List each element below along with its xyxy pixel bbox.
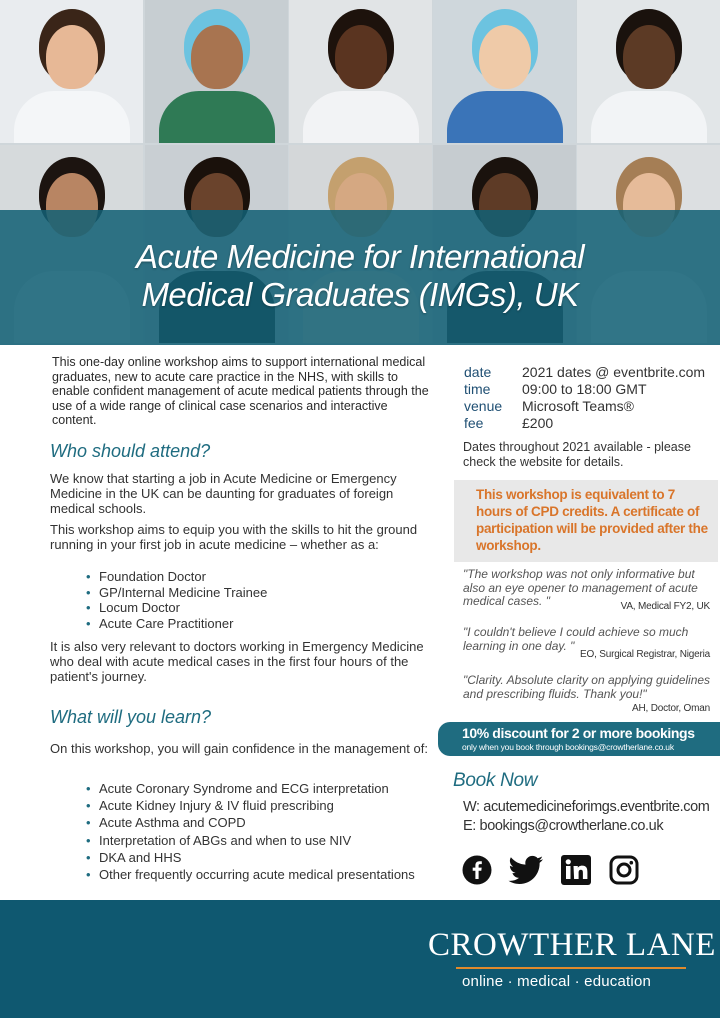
event-details [464,364,705,432]
portrait-photo [433,0,576,143]
fee-label: fee [464,415,484,431]
venue-value: Microsoft Teams® [522,398,634,414]
list-item: • Foundation Doctor [86,569,267,585]
testimonial-quote: "Clarity. Absolute clarity on applying guidelines and prescribing fluids. Thank you!" [463,673,711,701]
learn-para: On this workshop, you will gain confidence in the management of: [50,741,428,756]
dates-note: Dates throughout 2021 available - please check the website for details. [463,440,691,469]
list-item: • Acute Asthma and COPD [86,814,415,831]
portrait-photo [145,0,288,143]
learn-heading: What will you learn? [50,707,212,727]
linkedin-icon[interactable] [561,855,591,885]
page-title: Acute Medicine for International Medical Graduates (IMGs), UK [135,238,585,313]
booking-email-link[interactable]: E: bookings@crowtherlane.co.uk [463,818,664,834]
intro-text: This one-day online workshop aims to support international medical graduates, new to acute care practice in the NHS, with skills to enable confident management of acute medical patients through the use of a wide range of clinical case scenarios and interactive content. [52,355,429,427]
who-heading: Who should attend? [50,441,211,461]
hero-photo-grid [0,0,720,345]
testimonial-cite: VA, Medical FY2, UK [620,601,710,612]
list-item: • Locum Doctor [86,600,267,616]
testimonial [463,674,713,701]
testimonial-cite: EO, Surgical Registrar, Nigeria [580,649,710,660]
discount-headline: 10% discount for 2 or more bookings [462,725,695,741]
portrait-photo [289,0,432,143]
venue-label: venue [464,398,503,414]
topics-list [86,780,415,883]
who-para-2: This workshop aims to equip you with the skills to hit the ground running in your first job in acute medicine – whether as a: [50,522,418,552]
who-para-3: It is also very relevant to doctors working in Emergency Medicine who deal with acute medical cases in the first four hours of the patient's journey. [50,639,424,684]
list-item: • Acute Care Practitioner [86,616,267,632]
time-value: 09:00 to 18:00 GMT [522,381,647,397]
time-label: time [464,381,491,397]
who-para-1: We know that starting a job in Acute Medicine or Emergency Medicine in the UK can be daunting for graduates of foreign medical schools. [50,471,397,516]
list-item: • Acute Coronary Syndrome and ECG interpretation [86,780,415,797]
portrait-photo [0,0,143,143]
booking-website-link[interactable]: W: acutemedicineforimgs.eventbrite.com [463,799,710,815]
twitter-icon[interactable] [508,855,544,885]
list-item: • GP/Internal Medicine Trainee [86,585,267,601]
book-now-heading: Book Now [453,770,538,791]
testimonial-quote: "The workshop was not only informative but also an eye opener to management of acute medical cases. " [463,567,698,608]
brand-logo: CROWTHER LANE [428,927,716,963]
cpd-text: This workshop is equivalent to 7 hours of CPD credits. A certificate of participation will be provided after the workshop. [476,487,708,553]
testimonial-quote: "I couldn't believe I could achieve so much learning in one day. " [463,625,689,653]
fee-value: £200 [522,415,554,431]
list-item: • DKA and HHS [86,849,415,866]
testimonial-cite: AH, Doctor, Oman [632,703,710,714]
roles-list [86,569,267,631]
portrait-photo [577,0,720,143]
brand-tagline: online · medical · education [462,973,652,990]
brand-divider [456,967,686,969]
date-value: 2021 dates @ eventbrite.com [522,364,706,380]
facebook-icon[interactable] [462,855,492,885]
list-item: • Interpretation of ABGs and when to use NIV [86,832,415,849]
list-item: • Other frequently occurring acute medical presentations [86,866,415,883]
instagram-icon[interactable] [609,855,639,885]
discount-subtext: only when you book through bookings@crowtherlane.co.uk [462,742,674,752]
list-item: • Acute Kidney Injury & IV fluid prescribing [86,797,415,814]
date-label: date [464,364,492,380]
